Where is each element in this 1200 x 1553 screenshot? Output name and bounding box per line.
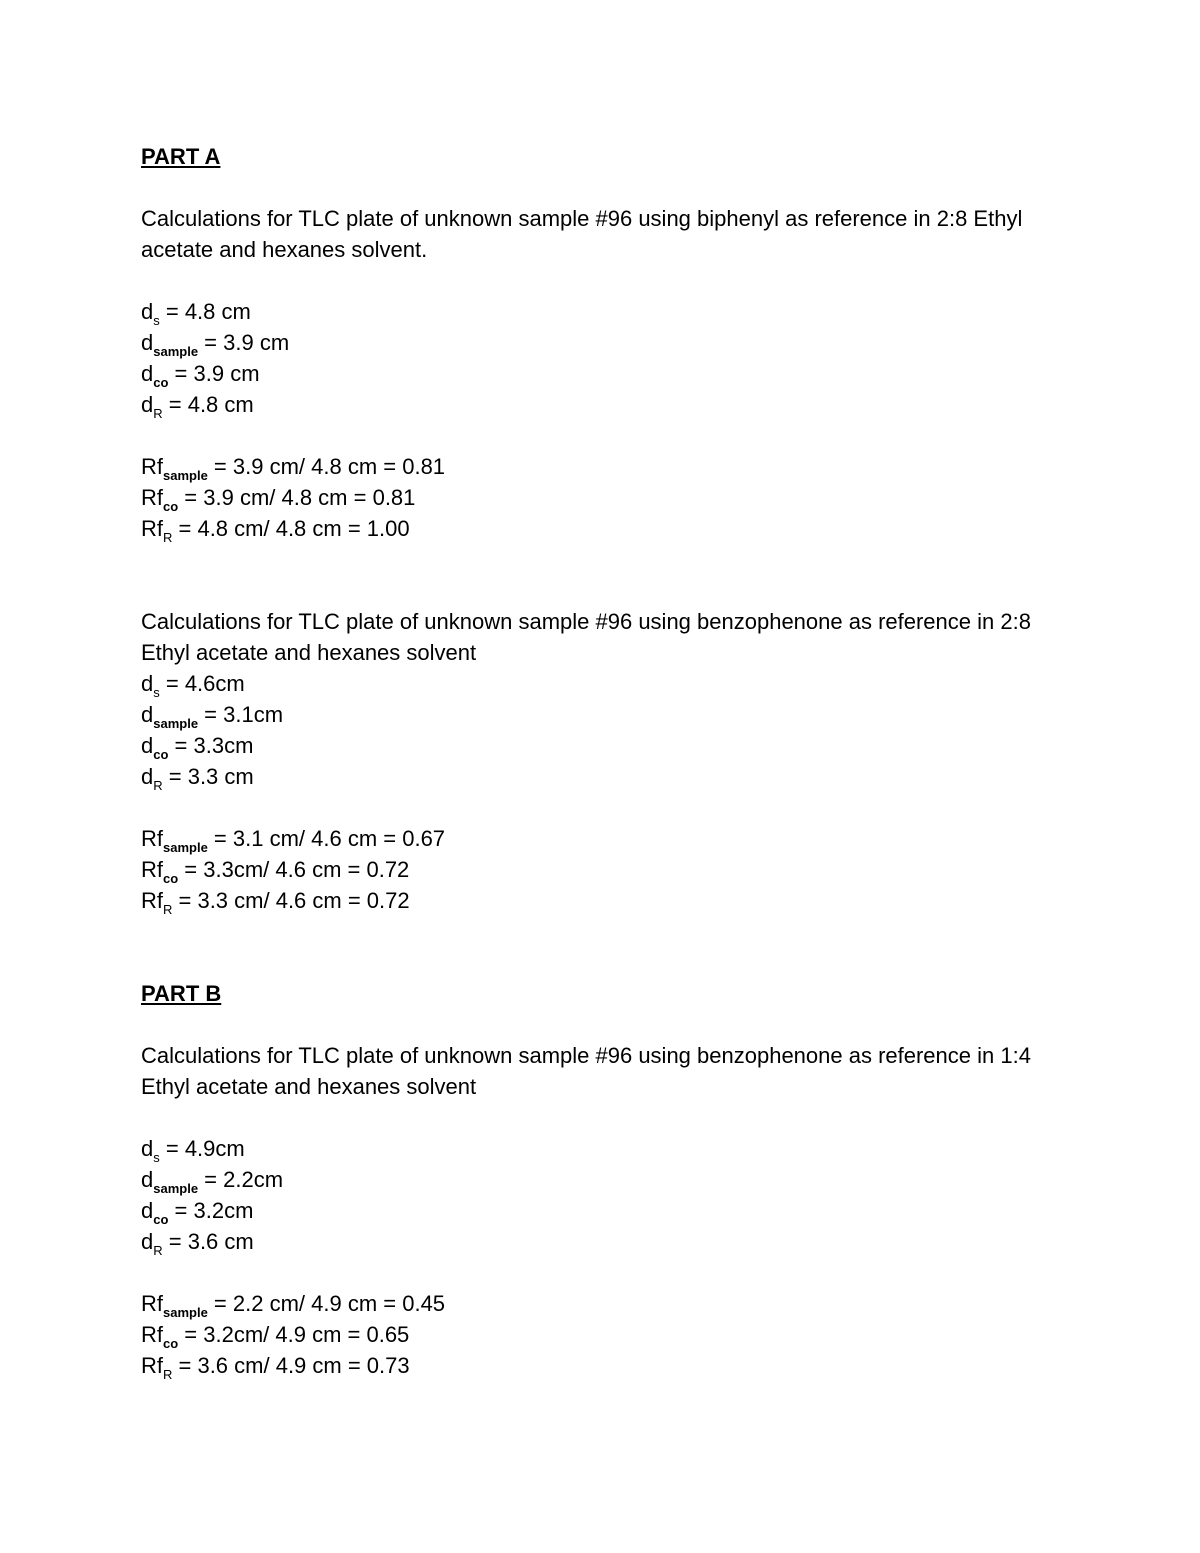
rf-line: $Rf_{co} = 3.9$ cm/ 4.8 cm = 0.81 <box>141 485 416 514</box>
part-a-section2-intro: Calculations for TLC plate of unknown sample #96 using benzophenone as reference in 2:8 Ethyl acetate and hexanes solvent <box>141 609 1031 665</box>
rf-line: $Rf_{sample} = 2.2$ cm/ 4.9 cm = 0.45 <box>141 1291 446 1320</box>
document-page <box>141 141 1081 1381</box>
part-a-heading: PART A <box>141 144 221 169</box>
distance-line: $d_{co} = 3.9$ cm <box>141 361 260 390</box>
part-a-section1-intro: Calculations for TLC plate of unknown sample #96 using biphenyl as reference in 2:8 Ethyl acetate and hexanes solvent. <box>141 206 1023 262</box>
distance-line: $d_R = 3.6$ cm <box>141 1229 254 1258</box>
distance-line: $d_s = 4.8$ cm <box>141 299 251 328</box>
rf-line: $Rf_{co} = 3.2cm/$ 4.9 cm = 0.65 <box>141 1322 410 1351</box>
distance-line: $d_{co} = 3.3cm$ <box>141 733 254 762</box>
distance-line: $d_R = 4.8$ cm <box>141 392 254 421</box>
distance-line: $d_{co} = 3.2cm$ <box>141 1198 254 1227</box>
rf-line: $Rf_R = 4.8$ cm/ 4.8 cm = 1.00 <box>141 516 410 545</box>
rf-line: $Rf_{co} = 3.3cm/$ 4.6 cm = 0.72 <box>141 857 410 886</box>
rf-line: $Rf_R = 3.6$ cm/ 4.9 cm = 0.73 <box>141 1353 410 1382</box>
rf-line: $Rf_{sample} = 3.1$ cm/ 4.6 cm = 0.67 <box>141 826 446 855</box>
part-b-section1-intro: Calculations for TLC plate of unknown sample #96 using benzophenone as reference in 1:4 Ethyl acetate and hexanes solvent <box>141 1043 1031 1099</box>
distance-line: $d_{sample} = 3.1cm$ <box>141 702 284 731</box>
distance-line: $d_{sample} = 3.9$ cm <box>141 330 290 359</box>
distance-line: $d_s = 4.6cm$ <box>141 671 245 700</box>
rf-line: $Rf_R = 3.3$ cm/ 4.6 cm = 0.72 <box>141 888 410 917</box>
distance-line: $d_s = 4.9cm$ <box>141 1136 245 1165</box>
distance-line: $d_{sample} = 2.2cm$ <box>141 1167 284 1196</box>
part-b-heading: PART B <box>141 981 222 1006</box>
rf-line: $Rf_{sample} = 3.9$ cm/ 4.8 cm = 0.81 <box>141 454 446 483</box>
distance-line: $d_R = 3.3$ cm <box>141 764 254 793</box>
